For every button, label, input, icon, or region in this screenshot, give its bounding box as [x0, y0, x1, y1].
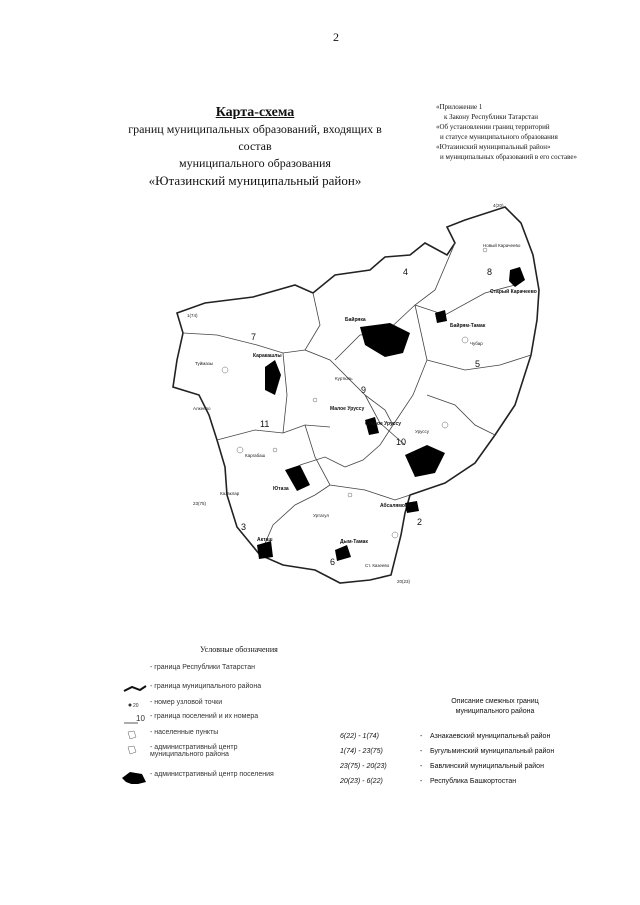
district-number: 5	[475, 359, 481, 369]
district-center-symbol	[120, 743, 148, 757]
title-line-3: муниципального образования	[179, 156, 331, 170]
settlement-label: Байрям-Тамак	[450, 323, 486, 329]
settlement-label: Старое Уруссу	[365, 421, 402, 427]
settlement-label: Казаклар	[220, 491, 240, 496]
settlement-center-symbol	[120, 770, 148, 784]
node-labels	[187, 203, 504, 584]
district-number: 9	[361, 385, 367, 395]
settlement-label: Байряка	[345, 317, 366, 323]
appendix-line: «Об установлении границ территорий	[436, 123, 550, 131]
settlement-labels	[193, 242, 537, 568]
title-line-2: границ муниципальных образований, входящих в состав	[128, 122, 382, 153]
settlement-label: Уртагул	[313, 513, 329, 518]
settlements	[222, 248, 487, 538]
settlement-label: Уруссу	[415, 429, 430, 434]
settlement-label: Куртюль	[335, 376, 353, 381]
appendix-line: «Приложение 1	[436, 103, 483, 111]
settlement-label: Каракашлы	[253, 353, 282, 359]
staryy-karacheevo-center	[509, 267, 525, 287]
yutaza-center	[285, 465, 310, 491]
district-number: 11	[260, 419, 270, 429]
settlement-label: Абсалямово	[380, 503, 412, 509]
district-boundary	[173, 207, 539, 583]
boundary-description-title: Описание смежных границ муниципального района	[451, 698, 539, 715]
settlement-symbol	[120, 728, 148, 742]
node-label: 23(75)	[193, 501, 207, 506]
svg-text:10: 10	[136, 714, 145, 723]
dym-tamak-center	[335, 545, 351, 561]
appendix-line: и муниципальных образований в его составе»	[440, 153, 578, 161]
node-label: 20(23)	[397, 579, 411, 584]
settlement-centers	[257, 267, 525, 561]
node-label: 1(74)	[187, 313, 198, 318]
district-border-symbol	[120, 682, 148, 696]
district-number: 2	[417, 517, 423, 527]
district-number: 3	[241, 522, 247, 532]
settlement-label: Ст. Казеево	[365, 563, 390, 568]
settlement-border-symbol	[120, 712, 148, 726]
aktash-center	[257, 541, 273, 559]
district-numbers	[241, 267, 492, 567]
settlement-label: Алкеево	[193, 406, 211, 411]
settlement-label: Новый Карачеево	[483, 243, 521, 248]
republic-border-symbol	[120, 663, 148, 677]
district-number: 7	[251, 332, 257, 342]
node-label: 4(20)	[493, 203, 504, 208]
page-number: 2	[333, 30, 339, 44]
district-number: 8	[487, 267, 493, 277]
svg-text:20: 20	[133, 703, 139, 709]
legend-title: Условные обозначения	[200, 645, 278, 654]
settlement-label: Старый Карачеево	[490, 289, 537, 295]
map-title	[120, 104, 390, 189]
settlement-label: Чубар	[470, 341, 483, 346]
urussu-center	[405, 445, 445, 477]
district-number: 10	[396, 437, 407, 447]
bayryaka-center	[360, 323, 410, 357]
settlement-label: Ютаза	[273, 486, 289, 492]
settlement-boundaries	[183, 243, 531, 555]
title-line-1: Карта-схема	[215, 105, 295, 120]
settlement-label: Туймазы	[195, 361, 214, 366]
district-number: 4	[403, 267, 409, 277]
title-line-4: «Ютазинский муниципальный район»	[148, 173, 362, 188]
settlement-label: Акташ	[257, 537, 273, 543]
appendix-line: и статусе муниципального образования	[440, 133, 558, 141]
district-map	[165, 195, 565, 590]
node-point-symbol	[120, 698, 148, 712]
appendix-line: к Закону Республики Татарстан	[444, 113, 539, 121]
district-number: 6	[330, 557, 336, 567]
appendix-note	[436, 102, 606, 162]
settlement-label: Дым-Тамак	[340, 539, 368, 545]
appendix-line: «Ютазинский муниципальный район»	[436, 143, 551, 151]
karakashly-center	[265, 360, 281, 395]
settlement-label: Малое Уруссу	[330, 406, 365, 412]
settlement-label: Каргабаш	[245, 453, 266, 458]
